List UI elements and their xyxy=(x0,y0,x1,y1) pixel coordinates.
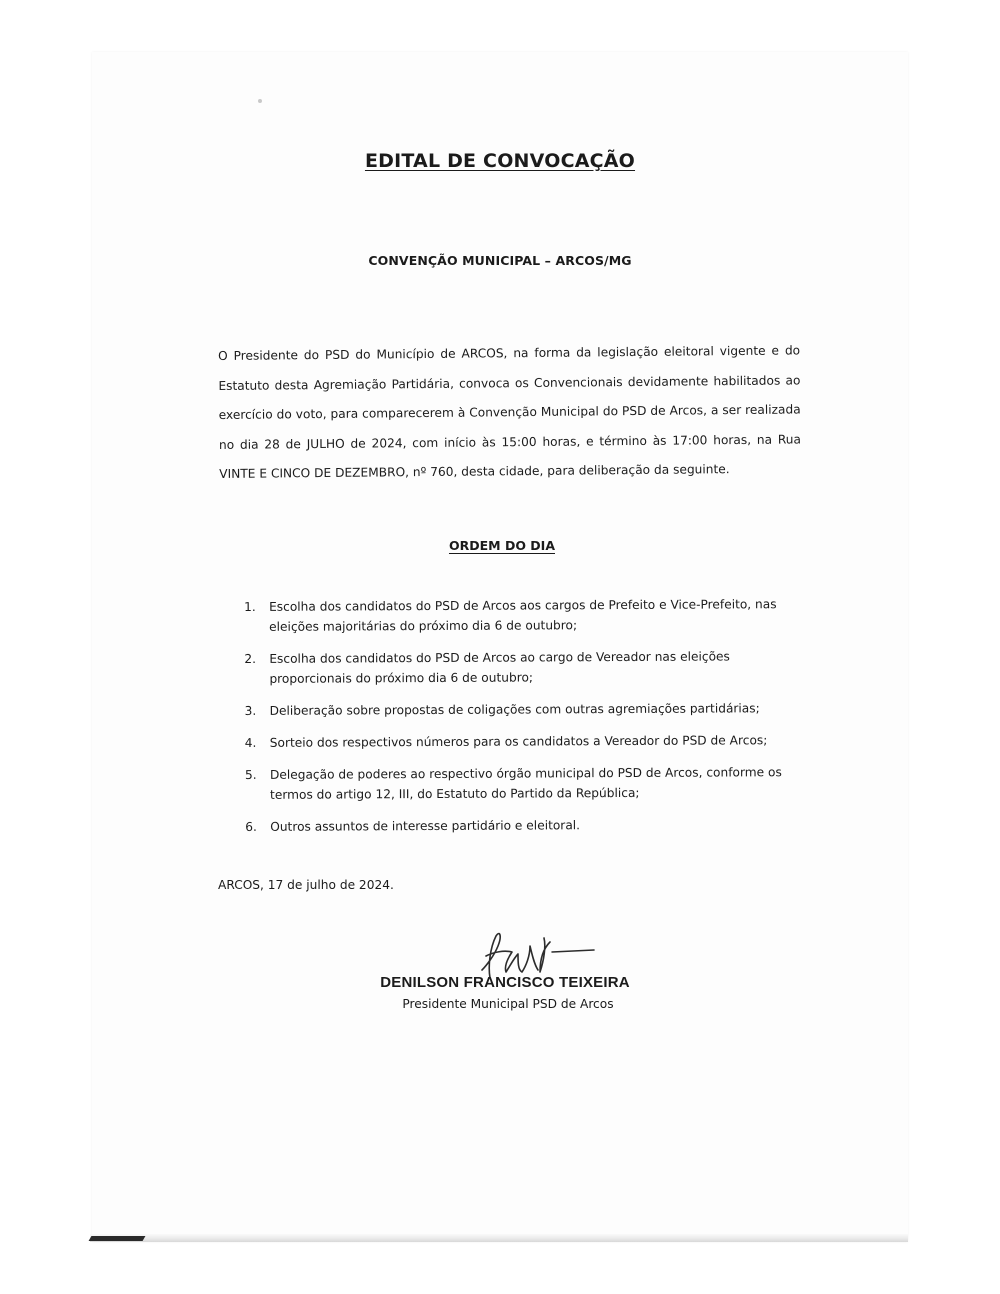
agenda-item-text: Outros assuntos de interesse partidário e eleitoral. xyxy=(270,818,581,834)
agenda-item-number: 2. xyxy=(244,651,257,666)
document-title: EDITAL DE CONVOCAÇÃO xyxy=(364,150,636,172)
agenda-item xyxy=(240,594,800,637)
agenda-list xyxy=(240,594,801,849)
agenda-item-text: Deliberação sobre propostas de coligações com outras agremiações partidárias; xyxy=(269,701,760,718)
agenda-item-number: 6. xyxy=(245,819,257,834)
scan-bottom-edge xyxy=(90,1234,908,1242)
agenda-item xyxy=(241,814,801,837)
agenda-item xyxy=(241,762,801,805)
signer-name: DENILSON FRANCISCO TEIXEIRA xyxy=(380,974,630,991)
agenda-item-text: Escolha dos candidatos do PSD de Arcos ao cargo de Vereador nas eleições proporcionais do próximo dia 6 de outubro; xyxy=(269,649,730,686)
agenda-item-text: Sorteio dos respectivos números para os candidatos a Vereador do PSD de Arcos; xyxy=(269,733,768,750)
agenda-item xyxy=(241,698,801,721)
scan-speck xyxy=(258,99,262,103)
document-subtitle: CONVENÇÃO MUNICIPAL – ARCOS/MG xyxy=(368,253,632,268)
date-line: ARCOS, 17 de julho de 2024. xyxy=(218,878,394,892)
agenda-item xyxy=(240,646,800,689)
agenda-item-number: 4. xyxy=(244,735,257,750)
intro-paragraph: O Presidente do PSD do Município de ARCOS, na forma da legislação eleitoral vigente e do Estatuto desta Agremiação Partidária, convoca os Convencionais devidamente habilitados ao exercício do voto, para comparecerem à Convenção Municipal do PSD de Arcos, a ser realizada no dia 28 de JULHO de 2024, com início às 15:00 horas, e término às 17:00 horas, na Rua VINTE E CINCO DE DEZEMBRO, nº 760, desta cidade, para deliberação da seguinte. xyxy=(218,343,802,481)
signer-role: Presidente Municipal PSD de Arcos xyxy=(402,997,614,1011)
agenda-item-text: Escolha dos candidatos do PSD de Arcos aos cargos de Prefeito e Vice-Prefeito, nas eleições majoritárias do próximo dia 6 de outubro; xyxy=(269,597,777,634)
agenda-heading: ORDEM DO DIA xyxy=(448,538,555,553)
agenda-item-text: Delegação de poderes ao respectivo órgão municipal do PSD de Arcos, conforme os termos do artigo 12, III, do Estatuto do Partido da República; xyxy=(269,765,782,802)
agenda-item xyxy=(241,730,801,753)
scan-edge-mark xyxy=(89,1236,146,1241)
agenda-item-number: 3. xyxy=(244,703,257,718)
agenda-item-number: 1. xyxy=(244,599,256,614)
agenda-item-number: 5. xyxy=(244,767,257,782)
